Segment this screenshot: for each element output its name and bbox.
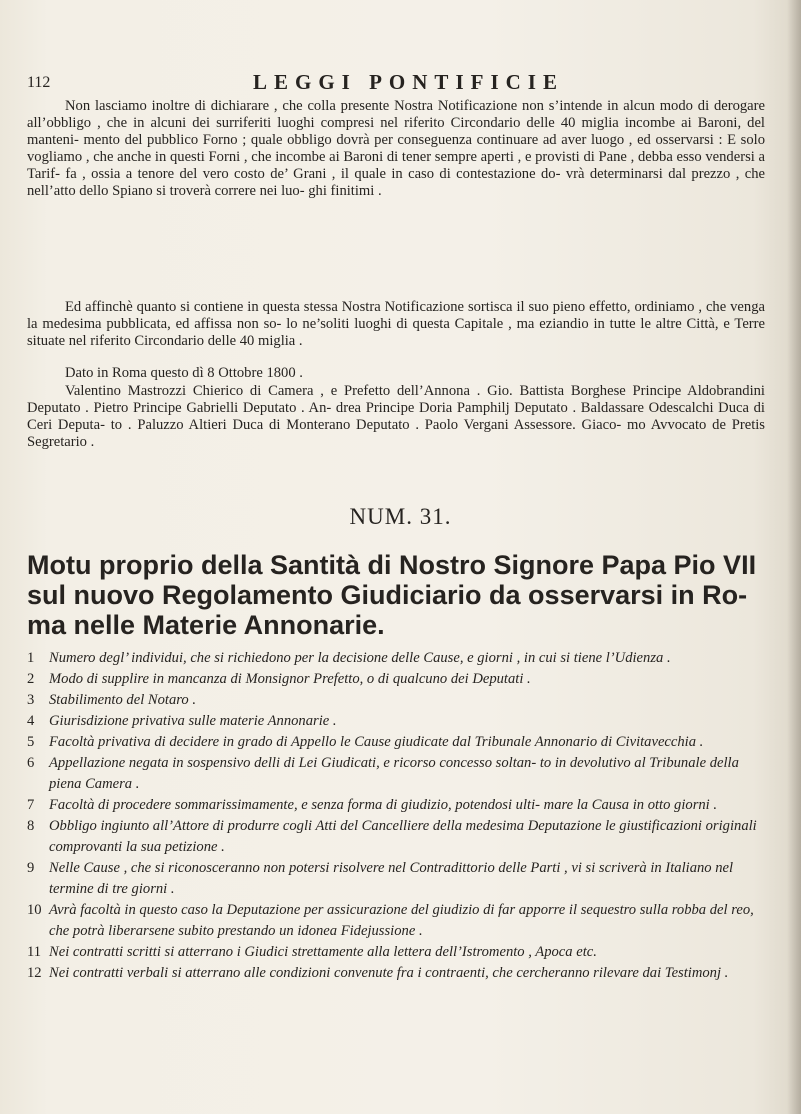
page-header [27, 70, 767, 94]
section-number: NUM. 31. [349, 504, 452, 529]
index-item-text: Stabilimento del Notaro . [49, 692, 197, 708]
paragraph-signatories: Valentino Mastrozzi Chierico di Camera , e Prefetto dell’Annona . Gio. Battista Borghese Principe Aldobrandini Deputato . Pietro Principe Gabrielli Deputato . An- drea Principe Doria Pamphilj Deputato . Baldassare Odescalchi Duca di Ceri Deputa- to . Paluzzo Altieri Duca di Monterano Deputato . Paolo Vergani Assessore. Giaco- mo Avvocato de Pretis Segretario . [27, 383, 765, 450]
page-edge-shadow [787, 0, 801, 1114]
index-item [27, 963, 765, 984]
paragraph-forno: Non lasciamo inoltre di dichiarare , che colla presente Nostra Notificazione non s’intende in alcun modo di derogare all’obbligo , che in alcuni dei surriferiti luoghi compresi nel riferito Circondario delle 40 miglia incombe ai Baroni, del manteni- mento del pubblico Forno ; quale obbligo dovrà per conseguenza continuare ad aver luogo , ed osservarsi : E solo vogliamo , che anche in questi Forni , che incombe ai Baroni di tener sempre aperti , e provisti di Pane , debba esso vendersi a Tarif- fa , ossia a tenore del vero costo de’ Grani , il quale in caso di contestazione do- vrà determinarsi dal prezzo , che nell’atto dello Spiano si troverà correre nei luo- ghi finitimi . [27, 98, 765, 199]
index-item [27, 669, 765, 690]
section-title-line: sul nuovo Regolamento Giudiciario da osservarsi in Ro- [27, 580, 748, 610]
index-item-number: 12 [27, 965, 42, 981]
index-item-number: 8 [27, 818, 35, 834]
index-item [27, 753, 765, 795]
index-item-text: Facoltà di procedere sommarissimamente, e senza forma di giudizio, potendosi ulti- mare la Causa in otto giorni . [49, 797, 718, 813]
index-item [27, 732, 765, 753]
index-item [27, 816, 765, 858]
index-item-text: Giurisdizione privativa sulle materie Annonarie . [49, 713, 337, 729]
index-item-text: Obbligo ingiunto all’Attore di produrre cogli Atti del Cancelliere della medesima Deputazione le giustificazioni originali comprovanti la sua petizione . [49, 818, 757, 855]
index-item-text: Appellazione negata in sospensivo delli di Lei Giudicati, e ricorso concesso soltan- to in devolutivo al Tribunale della piena Camera . [49, 755, 739, 792]
paragraph-publication: Ed affinchè quanto si contiene in questa stessa Nostra Notificazione sortisca il suo pieno effetto, ordiniamo , che venga la medesima pubblicata, ed affissa non so- lo ne’soliti luoghi di questa Capitale , ma eziandio in tutte le altre Città, e Terre situate nel riferito Circondario delle 40 miglia . [27, 299, 765, 349]
index-item-number: 5 [27, 734, 35, 750]
index-item [27, 648, 765, 669]
index-item [27, 690, 765, 711]
index-item-number: 4 [27, 713, 35, 729]
index-item [27, 900, 765, 942]
running-title: LEGGI PONTIFICIE [253, 70, 564, 94]
page-number: 112 [27, 74, 51, 91]
index-item-number: 6 [27, 755, 35, 771]
section-title [27, 550, 767, 640]
index-item [27, 711, 765, 732]
index-item-number: 7 [27, 797, 35, 813]
index-item-text: Modo di supplire in mancanza di Monsignor Prefetto, o di qualcuno dei Deputati . [49, 671, 531, 687]
index-item-number: 9 [27, 860, 35, 876]
summary-index-list [27, 648, 765, 984]
index-item-text: Numero degl’ individui, che si richiedono per la decisione delle Cause, e giorni , in cui si tiene l’Udienza . [49, 650, 671, 666]
section-title-line: Motu proprio della Santità di Nostro Signore Papa Pio VII [27, 550, 757, 580]
index-item-number: 3 [27, 692, 35, 708]
paragraph-date: Dato in Roma questo dì 8 Ottobre 1800 . [65, 365, 303, 381]
index-item [27, 858, 765, 900]
index-item [27, 942, 765, 963]
index-item-number: 2 [27, 671, 35, 687]
index-item-text: Nei contratti scritti si atterrano i Giudici strettamente alla lettera dell’Istromento , Apoca etc. [49, 944, 597, 960]
index-item-number: 10 [27, 902, 42, 918]
index-item-text: Nei contratti verbali si atterrano alle condizioni convenute fra i contraenti, che cercheranno rilevare dai Testimonj . [49, 965, 729, 981]
index-item-text: Avrà facoltà in questo caso la Deputazione per assicurazione del giudizio di far apporre il sequestro sulla robba del reo, che potrà liberarsene subito prestando un idonea Fidejussione . [49, 902, 754, 939]
index-item-text: Facoltà privativa di decidere in grado di Appello le Cause giudicate dal Tribunale Annonario di Civitavecchia . [49, 734, 704, 750]
index-item-number: 1 [27, 650, 35, 666]
index-item [27, 795, 765, 816]
section-title-line: ma nelle Materie Annonarie. [27, 610, 385, 640]
index-item-text: Nelle Cause , che si riconosceranno non potersi risolvere nel Contradittorio delle Parti , vi si scriverà in Italiano nel termine di tre giorni . [49, 860, 734, 897]
index-item-number: 11 [27, 944, 42, 960]
